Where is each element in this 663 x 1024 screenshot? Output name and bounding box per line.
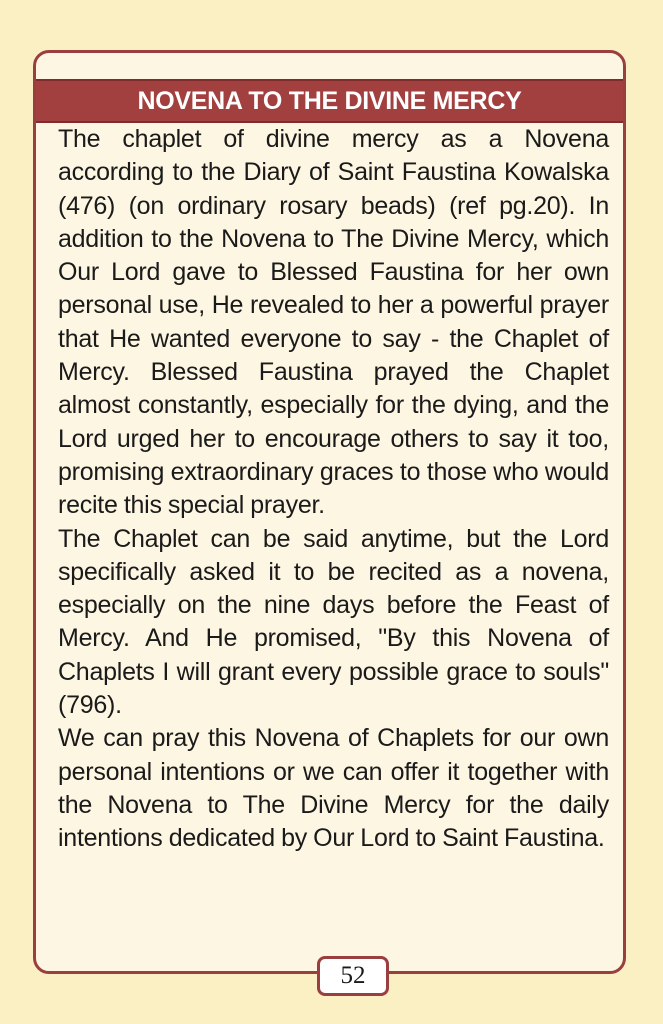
page-number-tab [317,956,389,996]
body-text [58,123,609,856]
paragraph-3: We can pray this Novena of Chaplets for our own personal intentions or we can offer it together with the Novena to The Divine Mercy for the daily intentions dedicated by Our Lord to Saint Faustina. [58,724,609,853]
page-title: NOVENA TO THE DIVINE MERCY [137,86,522,115]
paragraph-1: The chaplet of divine mercy as a Novena according to the Diary of Saint Faustina Kowalska (476) (on ordinary rosary beads) (ref pg.20). In addition to the Novena to The Divine Mercy, which Our Lord gave to Blessed Faustina for her own personal use, He revealed to her a powerful prayer that He wanted everyone to say - the Chaplet of Mercy. Blessed Faustina prayed the Chaplet almost constantly, especially for the dying, and the Lord urged her to encourage others to say it too, promising extraordinary graces to those who would recite this special prayer. [58,125,609,520]
title-bar [36,79,623,123]
content-frame [33,50,626,974]
page-number: 52 [340,962,366,989]
paragraph-2: The Chaplet can be said anytime, but the Lord specifically asked it to be recited as a novena, especially on the nine days before the Feast of Mercy. And He promised, "By this Novena of Chaplets I will grant every possible grace to souls"(796). [58,524,609,720]
